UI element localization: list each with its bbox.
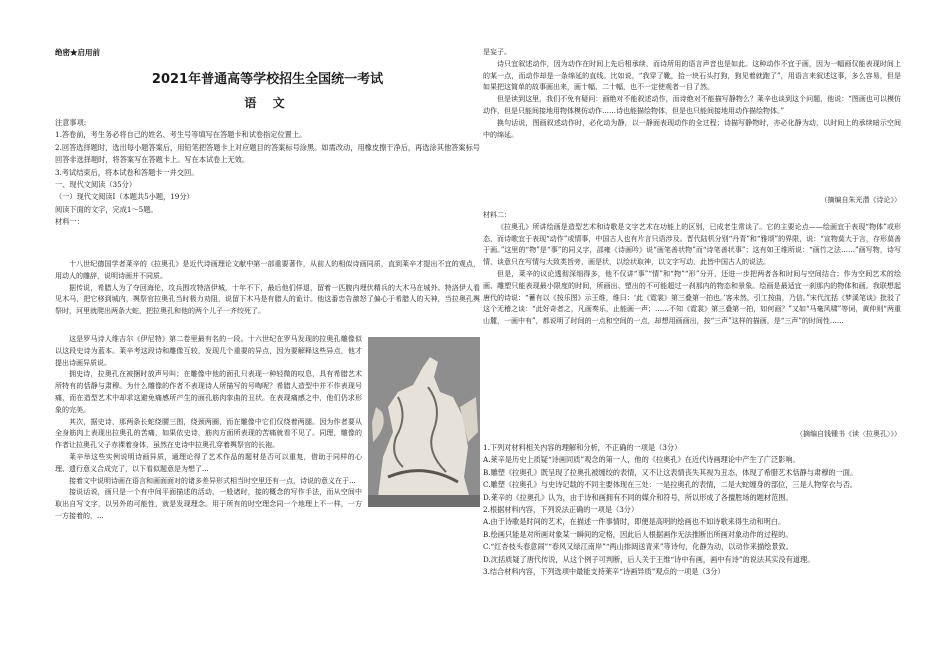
question-option: C.“红杏枝头春意闹”“春风又绿江南岸”“两山排闼送青来”等诗句，化静为动，以动作来描绘景致。 [483, 542, 793, 552]
note-item: 2.回答选择题时，选出每小题答案后，用铅笔把答题卡上对应题目的答案标号涂黑。如需改动，用橡皮擦干净后，再选涂其他答案标号回答非选择题时，将答案写在答题卡上。写在本试卷上无效。 [55, 142, 480, 165]
source-line-2 [483, 429, 901, 441]
paragraph: 是妄子。 [483, 48, 511, 56]
material1-continued [483, 47, 901, 141]
notes-section [55, 117, 480, 229]
material1-body [55, 334, 480, 523]
section-heading: 一、现代文阅读（35分） [55, 180, 137, 190]
instruction: 阅读下面的文字，完成1～5题。 [55, 204, 158, 214]
source-citation: （摘编自朱光潜《诗论》） [820, 196, 901, 204]
material1-intro [55, 259, 480, 318]
question-option: C.雕塑《拉奥孔》与史诗记载的不同主要体现在三处：一是拉奥孔的表情，二是大蛇缠身的部位，三是人物穿衣与否。 [483, 480, 858, 490]
paragraph: 但是读到这里，我们不免有疑问：画绝对不能叙述动作，而诗绝对不能描写静物么？莱辛也谈到这个问题，他说：“图画也可以模仿动作，但是只能间接地用物体模仿动作……诗也能描绘物体，但是也只能间接地用动作描绘物体。” [483, 95, 901, 115]
secret-label: 绝密★启用前 [55, 48, 100, 57]
question-stem: 3.结合材料内容，下列选项中最能支持莱辛“诗画异质”观点的一项是（3分） [483, 567, 725, 577]
paragraph: 换句话说，图画叙述动作时，必化动为静，以一静面表现动作的全过程；诗描写静物时，亦必化静为动，以时间上的承续暗示空间中的绵延。 [483, 118, 901, 139]
sculpture-drawing [368, 337, 480, 507]
subsection-heading: （一）现代文阅读Ⅰ（本题共5小题，19分） [55, 192, 194, 202]
exam-title: 2021年普通高等学校招生全国统一考试 [151, 72, 384, 87]
material2 [483, 210, 901, 328]
paragraph: 但是，莱辛的议论透彻深细得多，他不仅讲“事”“情”和“物”“形”分开，还进一步把两者各和时间与空间结合；作为空间艺术的绘画、雕塑只能表现最小限度的时间，所画出、塑出的不可能超过一刹那内的物态和景象。绘画是最适宜一刹那内的物体和画。我联想起唐代的诗说：“蓄有以《按乐图》示王维，维曰：‘此《霓裳》第三叠第一拍也。’客未然，引工按曲，乃信。”宋代沈括《梦溪笔谈》批驳了这个无稽之谈：“此好奇者之，凡画奏乐，止能画一声；……不知《霓裳》第三叠第一拍，如何画？”又如“马毫风啸”等词，黄仲则“两重山麓，一画中有”，都说明了时间的一点和空间的一点，却想用画画出，按“三声”这样的描画，是“三声”的时间性…… [483, 269, 901, 326]
paragraph: 诗只宜叙述动作，因为动作在时间上先后相承续，而诗所用的语言声音也是如此。这种动作不宜于画，因为一幅画仅能表现时间上的某一点，而动作却是一条绵延的直线。比如说，“我穿了靴，拾一块石头打狗，狗见着就跑了”，用语言来叙述这事，多么容易，但是如果把这简单的故事画出来，画十幅、二十幅，也不一定使观者一目了然。 [483, 59, 901, 92]
laocoon-sculpture-image [368, 337, 480, 507]
question-option: A.由于诗歌是时间的艺术，在描述一件事情时，即便是高明的绘画也不如诗歌来得生动和明白。 [483, 517, 786, 527]
paragraph: 据传说，希腊人为了夺回海伦，攻兵围攻特洛伊城，十年不下，最后他们佯退，留着一匹腹内埋伏精兵的大木马在城外。特洛伊人看见木马，把它移到城内，舆祭官拉奥孔当时极力劝阻，说留下木马是有腊人的诡计。他这番忠告激怒了偏心于希腊人的天神，当拉奥孔舆祭时，河里就爬出两条大蛇，把拉奥孔和他的两个儿子一齐绞死了。 [55, 283, 480, 316]
note-item: 3.考试结束后，将本试卷和答题卡一并交回。 [55, 167, 199, 177]
source-line-1 [483, 195, 901, 207]
question-stem: 1.下列对材料相关内容的理解和分析，不正确的一项是（3分） [483, 443, 682, 452]
source-citation: （摘编自钱锺书《读〈拉奥孔〉》） [796, 430, 901, 438]
paragraph: 接着文中说明诗画在语言和画面面对的诸多差异形式相当时空里还有一点，诗说的意义在于... [69, 476, 356, 485]
paragraph: 其次，据史诗，那两条长蛇绕腰三围，绕颈两圈，而在雕像中它们仅绕着两腿。因为作者要从全身筋肉上表现出拉奥孔的苦痛，如果依史诗，筋肉方面所表现的苦痛就看不见了。同理，雕像的作者让拉奥孔父子赤裸着身体，虽然在史诗中拉奥孔穿着舆祭官的长袍。 [55, 417, 362, 450]
paragraph: 这是罗马诗人维吉尔《伊尼特》第二卷里最有名的一段。十六世纪在罗马发现的拉奥孔雕像似以这段史诗为蓝本。莱辛考这段诗和雕像互较，发现几个重要的异点，因为要解释这些异点，他才提出诗画异质说。 [55, 335, 362, 367]
paragraph: 拥史诗，拉奥孔在被捆时放声号叫；在雕像中他的面孔只表现一种轻微的叹息，具有希腊艺术所特有的恬静与肃穆。为什么雕像的作者不表现诗人所描写的号啕呢？希腊人造型中并不作表现号痛，而在造型艺术中却求这避免痛感所产生的面孔筋肉挛曲的丑状。在表现痛感之中，他们仍求形象的完美。 [55, 370, 362, 414]
question-option: A.莱辛是历史上质疑“诗画同质”观念的第一人，他的《拉奥孔》在近代诗画理论中产生了广泛影响。 [483, 455, 800, 465]
material-label: 材料二： [483, 211, 511, 219]
paragraph: 《拉奥孔》所讲绘画是造型艺术和诗歌是文字艺术在功能上的区别，已成老生常谈了。它的主要论点——绘画宜于表现“物体”或形态，而诗歌宜于表现“动作”或情事，中国古人也有片言只语涉及。晋代陆机分别“丹青”和“雅颂”的界限，说：“宣物莫大于言，存形莫善于画。”这里的“物”是“事”的同义字，邵雍《诗画吟》说“画笔善状物”而“诗笔善状事”；这有如王维所说：“画竹之法……”画写物，诗写情，谈意只在写情与大致类旨旁，画是状，以绘状取神，以文字写动，此皆中国古人的说法。 [483, 222, 901, 267]
notes-heading: 注意事项: [55, 118, 87, 127]
question-option: D.沈括质疑了唐代传说，从这个例子可判断，后人关于王维“诗中有画，画中有诗”的说法其实没有道理。 [483, 554, 815, 564]
material-label: 材料一： [55, 217, 84, 227]
paragraph: 接说话说，画只是一个有中间平面描述的活动，一般诸时，接的概念的写作手法，而从空间中取出自写文字，以另外的可能性，就是发现理念。用于所有的时空理念同一个地理上不一样，一方一方接着的，... [55, 488, 362, 520]
question-option: D.莱辛的《拉奥孔》认为，由于诗和画拥有不同的媒介和符号，所以形成了各擅胜场的题材范围。 [483, 492, 793, 502]
note-item: 1.答卷前，考生务必将自己的姓名、考生号等填写在答题卡和试卷指定位置上。 [55, 130, 307, 140]
question-stem: 2.根据材料内容，下列说法正确的一项是（3分） [483, 505, 639, 515]
question-option: B.雕塑《拉奥孔》既呈现了拉奥孔被缠绞的表情，又不让这表情丧失其视为丑态，体现了希腊艺术恬静与肃穆的一面。 [483, 467, 858, 477]
subject-title: 语 文 [244, 96, 291, 110]
paragraph: 十八世纪德国学者莱辛的《拉奥孔》是近代诗画理论文献中第一部重要著作，从前人的相似诗画同质，直到莱辛才提出不宜的观点，用动人的雕辞，说明诗画并不同质。 [55, 260, 480, 280]
paragraph: 莱辛举这些实例说明诗画异质，通理论得了艺术作品的题材是否可以重复，借助于同样的心理、遗行意义合成完了，以下看似题意是为想了... [55, 452, 362, 473]
questions-section [483, 442, 901, 578]
question-option: B.绘画只能是对所画对象某一瞬间的定格，因此后人根据画作无法推断出所画对象动作的过程的。 [483, 529, 793, 539]
